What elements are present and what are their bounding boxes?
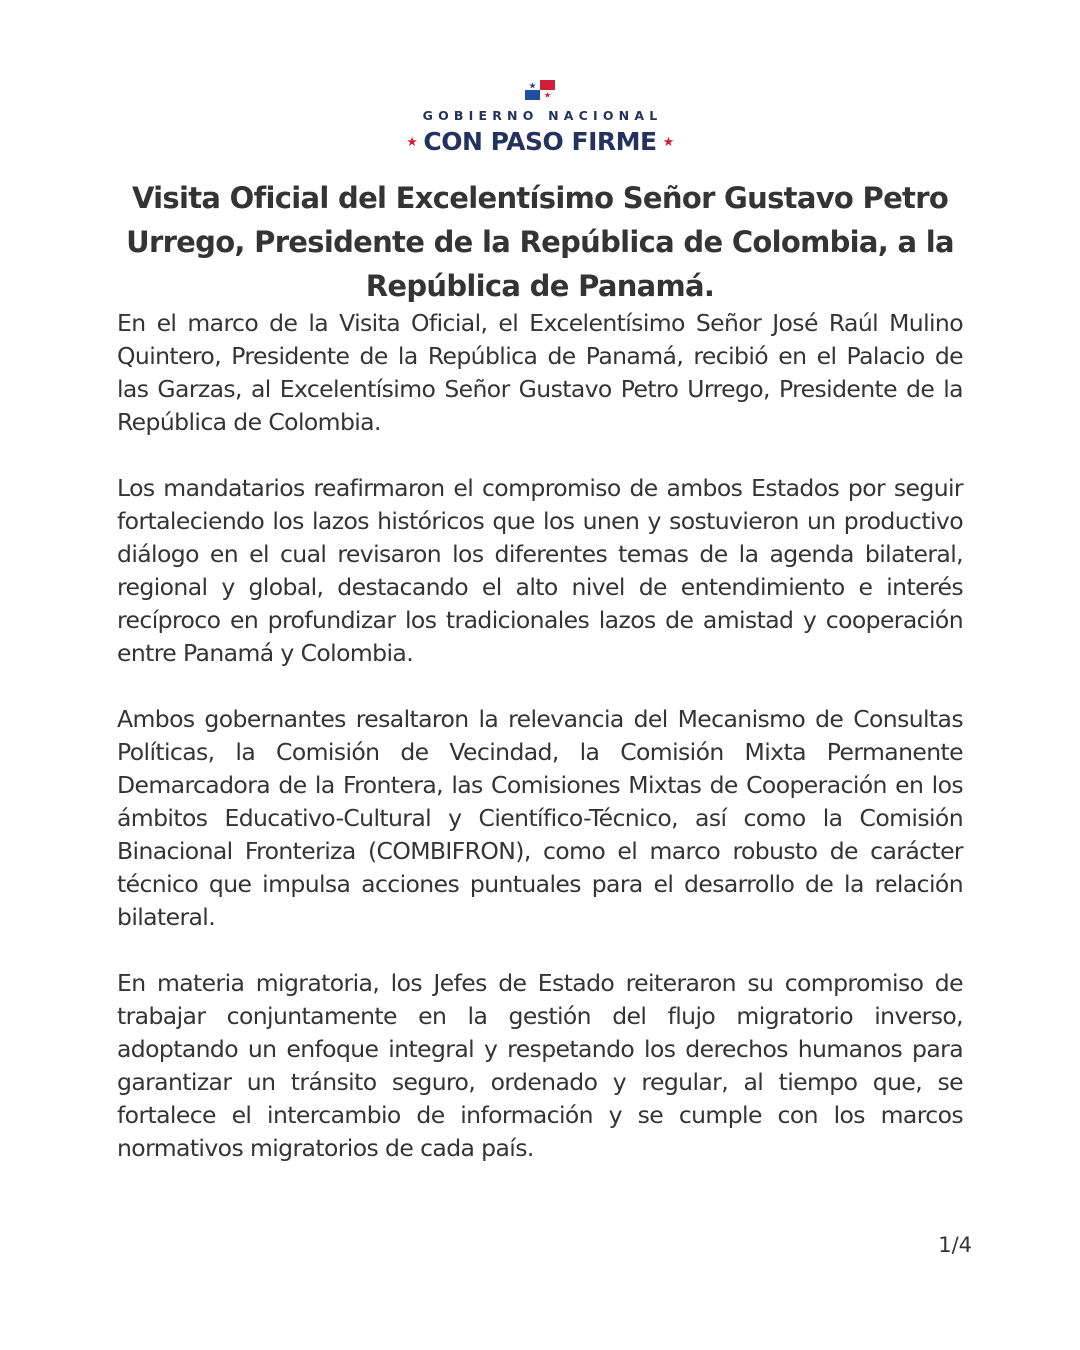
logo-line-gobierno-nacional: GOBIERNO NACIONAL: [422, 108, 663, 123]
paragraph-2: Los mandatarios reafirmaron el compromiso de ambos Estados por seguir fortaleciendo los lazos históricos que los unen y sostuvieron un productivo diálogo en el cual revisaron los diferentes temas de la agenda bilateral, regional y global, destacando el alto nivel de entendimiento e interés recíproco en profundizar los tradicionales lazos de amistad y cooperación entre Panamá y Colombia.: [117, 474, 963, 667]
page-number: 1/4: [938, 1233, 972, 1257]
logo-line-con-paso-firme: [0, 127, 1080, 158]
paragraph-1: En el marco de la Visita Oficial, el Excelentísimo Señor José Raúl Mulino Quintero, Presidente de la República de Panamá, recibió en el Palacio de las Garzas, al Excelentísimo Señor Gustavo Petro Urrego, Presidente de la República de Colombia.: [117, 309, 963, 436]
paragraph-3: Ambos gobernantes resaltaron la relevancia del Mecanismo de Consultas Políticas, la Comisión de Vecindad, la Comisión Mixta Permanente Demarcadora de la Frontera, las Comisiones Mixtas de Cooperación en los ámbitos Educativo-Cultural y Científico-Técnico, así como la Comisión Binacional Fronteriza (COMBIFRON), como el marco robusto de carácter técnico que impulsa acciones puntuales para el desarrollo de la relación bilateral.: [117, 705, 963, 931]
star-right-icon: ★: [662, 135, 674, 150]
paragraph-4: En materia migratoria, los Jefes de Estado reiteraron su compromiso de trabajar conjuntamente en la gestión del flujo migratorio inverso, adoptando un enfoque integral y respetando los derechos humanos para garantizar un tránsito seguro, ordenado y regular, al tiempo que, se fortalece el intercambio de información y se cumple con los marcos normativos migratorios de cada país.: [117, 969, 963, 1162]
logo-slogan: CON PASO FIRME: [423, 127, 657, 156]
document-body: [117, 307, 963, 1198]
government-logo: [0, 80, 1080, 158]
panama-flag-icon: [525, 80, 555, 100]
document-title: Visita Oficial del Excelentísimo Señor Gustavo Petro Urrego, Presidente de la República de Colombia, a la República de Panamá.: [126, 181, 954, 303]
star-left-icon: ★: [406, 135, 418, 150]
